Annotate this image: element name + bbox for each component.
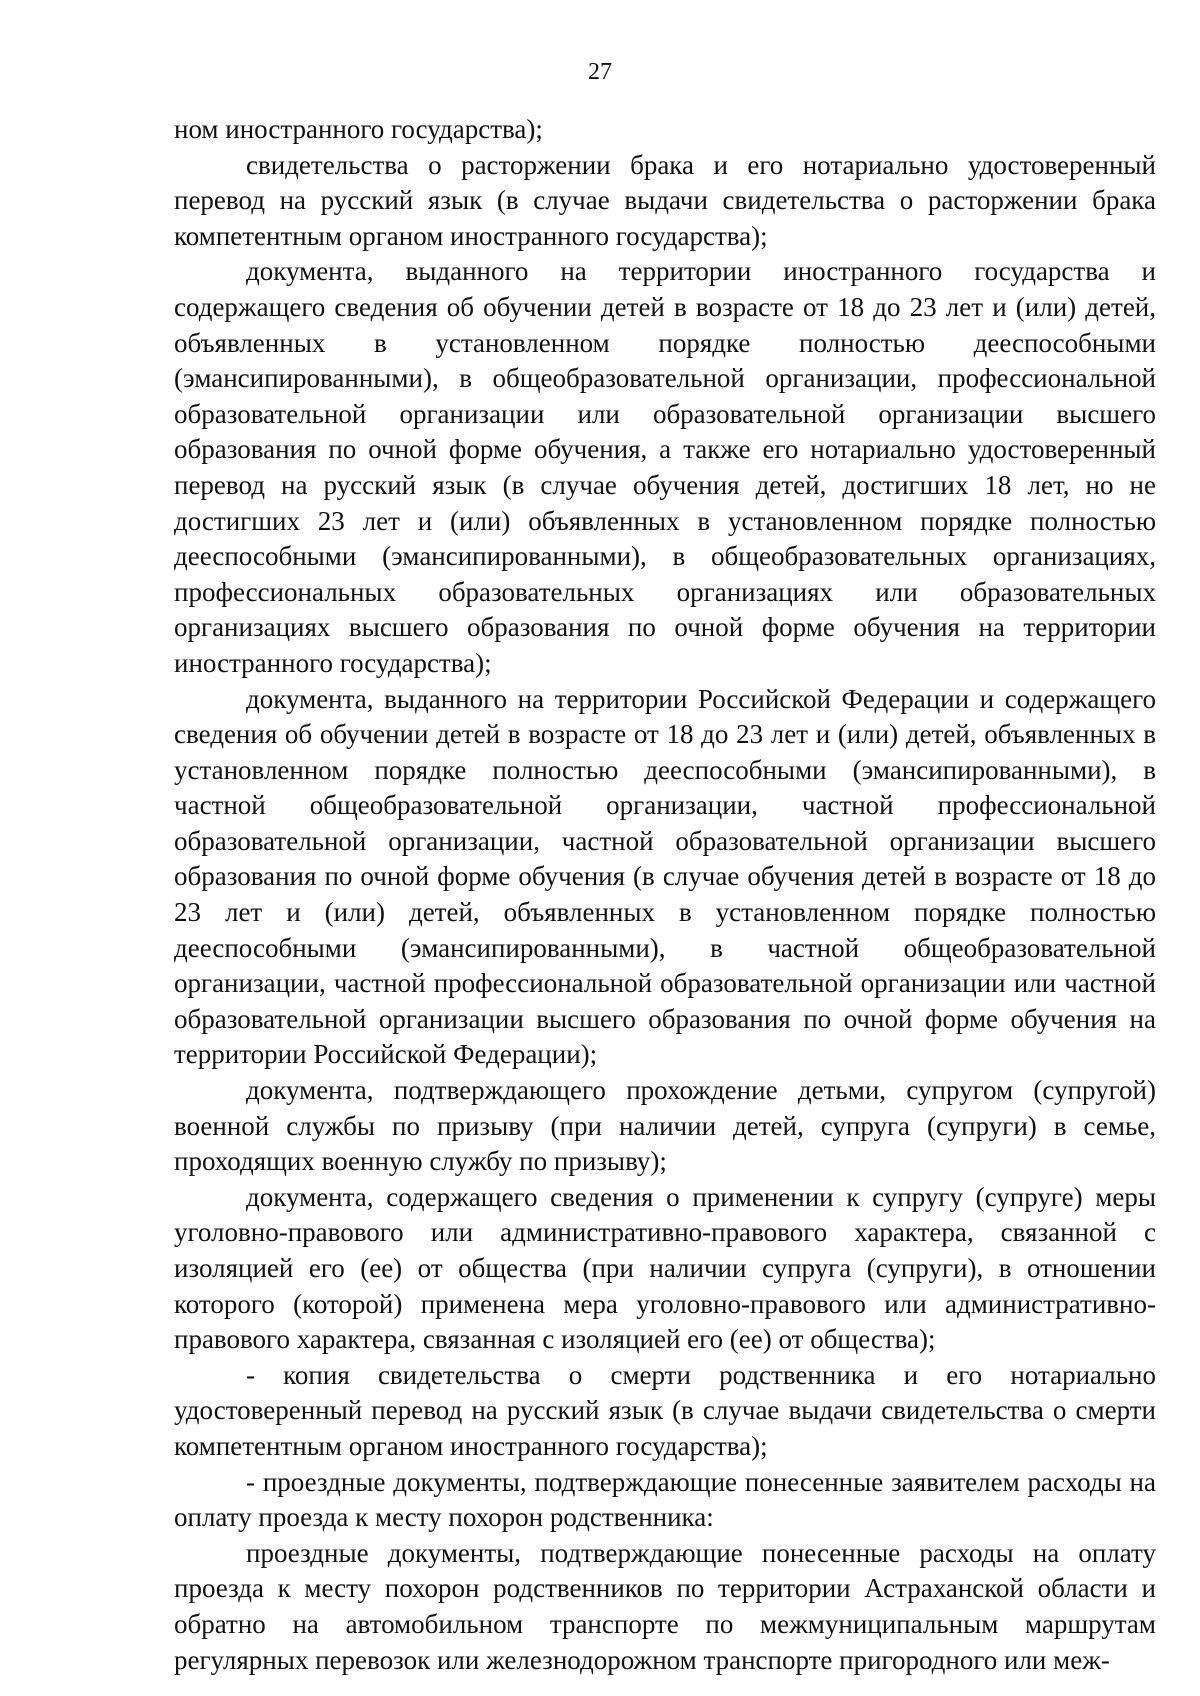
paragraph-travel-documents: - проездные документы, подтверждающие понесенные заявителем расходы на оплату проезда к месту похорон родственника:: [174, 1466, 1156, 1533]
paragraph-foreign-education-document: документа, выданного на территории иностранного государства и содержащего сведения об обучении детей в возрасте от 18 до 23 лет и (или) детей, объявленных в установленном порядке полностью дееспособными (эмансипированными), в общеобразовательной организации, профессиональной образовательной организации или образовательной организации высшего образования по очной форме обучения, а также его нотариально удостоверенный перевод на русский язык (в случае обучения детей, достигших 18 лет, но не достигших 23 лет и (или) объявленных в установленном порядке полностью дееспособными (эмансипированными), в общеобразовательных организациях, профессиональных образовательных организациях или образовательных организациях высшего образования по очной форме обучения на территории иностранного государства);: [174, 256, 1156, 678]
paragraph-isolation-document: документа, содержащего сведения о применении к супругу (супруге) меры уголовно-правового или административно-правового характера, связанной с изоляцией его (ее) от общества (при наличии супруга (супруги), в отношении которого (которой) применена мера уголовно-правового или административно-правового характера, связанная с изоляцией его (ее) от общества);: [174, 1181, 1156, 1355]
document-body: [174, 112, 1156, 1678]
page-number: 27: [588, 59, 612, 85]
paragraph-divorce-certificate: свидетельства о расторжении брака и его нотариально удостоверенный перевод на русский язык (в случае выдачи свидетельства о расторжении брака компетентным органом иностранного государства);: [174, 149, 1156, 251]
paragraph-russian-education-document: документа, выданного на территории Российской Федерации и содержащего сведения об обучении детей в возрасте от 18 до 23 лет и (или) детей, объявленных в установленном порядке полностью дееспособными (эмансипированными), в частной общеобразовательной организации, частной профессиональной образовательной организации, частной образовательной организации высшего образования по очной форме обучения (в случае обучения детей в возрасте от 18 до 23 лет и (или) детей, объявленных в установленном порядке полностью дееспособными (эмансипированными), в частной общеобразовательной организации, частной профессиональной образовательной организации или частной образовательной организации высшего образования по очной форме обучения на территории Российской Федерации);: [174, 683, 1156, 1070]
paragraph-death-certificate: - копия свидетельства о смерти родственника и его нотариально удостоверенный перевод на русский язык (в случае выдачи свидетельства о смерти компетентным органом иностранного государства);: [174, 1359, 1156, 1461]
paragraph-travel-documents-region: проездные документы, подтверждающие понесенные расходы на оплату проезда к месту похорон родственников по территории Астраханской области и обратно на автомобильном транспорте по межмуниципальным маршрутам регулярных перевозок или железнодорожном транспорте пригородного или меж-: [174, 1537, 1156, 1675]
paragraph-continuation: ном иностранного государства);: [174, 114, 543, 144]
paragraph-military-service-document: документа, подтверждающего прохождение детьми, супругом (супругой) военной службы по призыву (при наличии детей, супруга (супруги) в семье, проходящих военную службу по призыву);: [174, 1075, 1156, 1177]
